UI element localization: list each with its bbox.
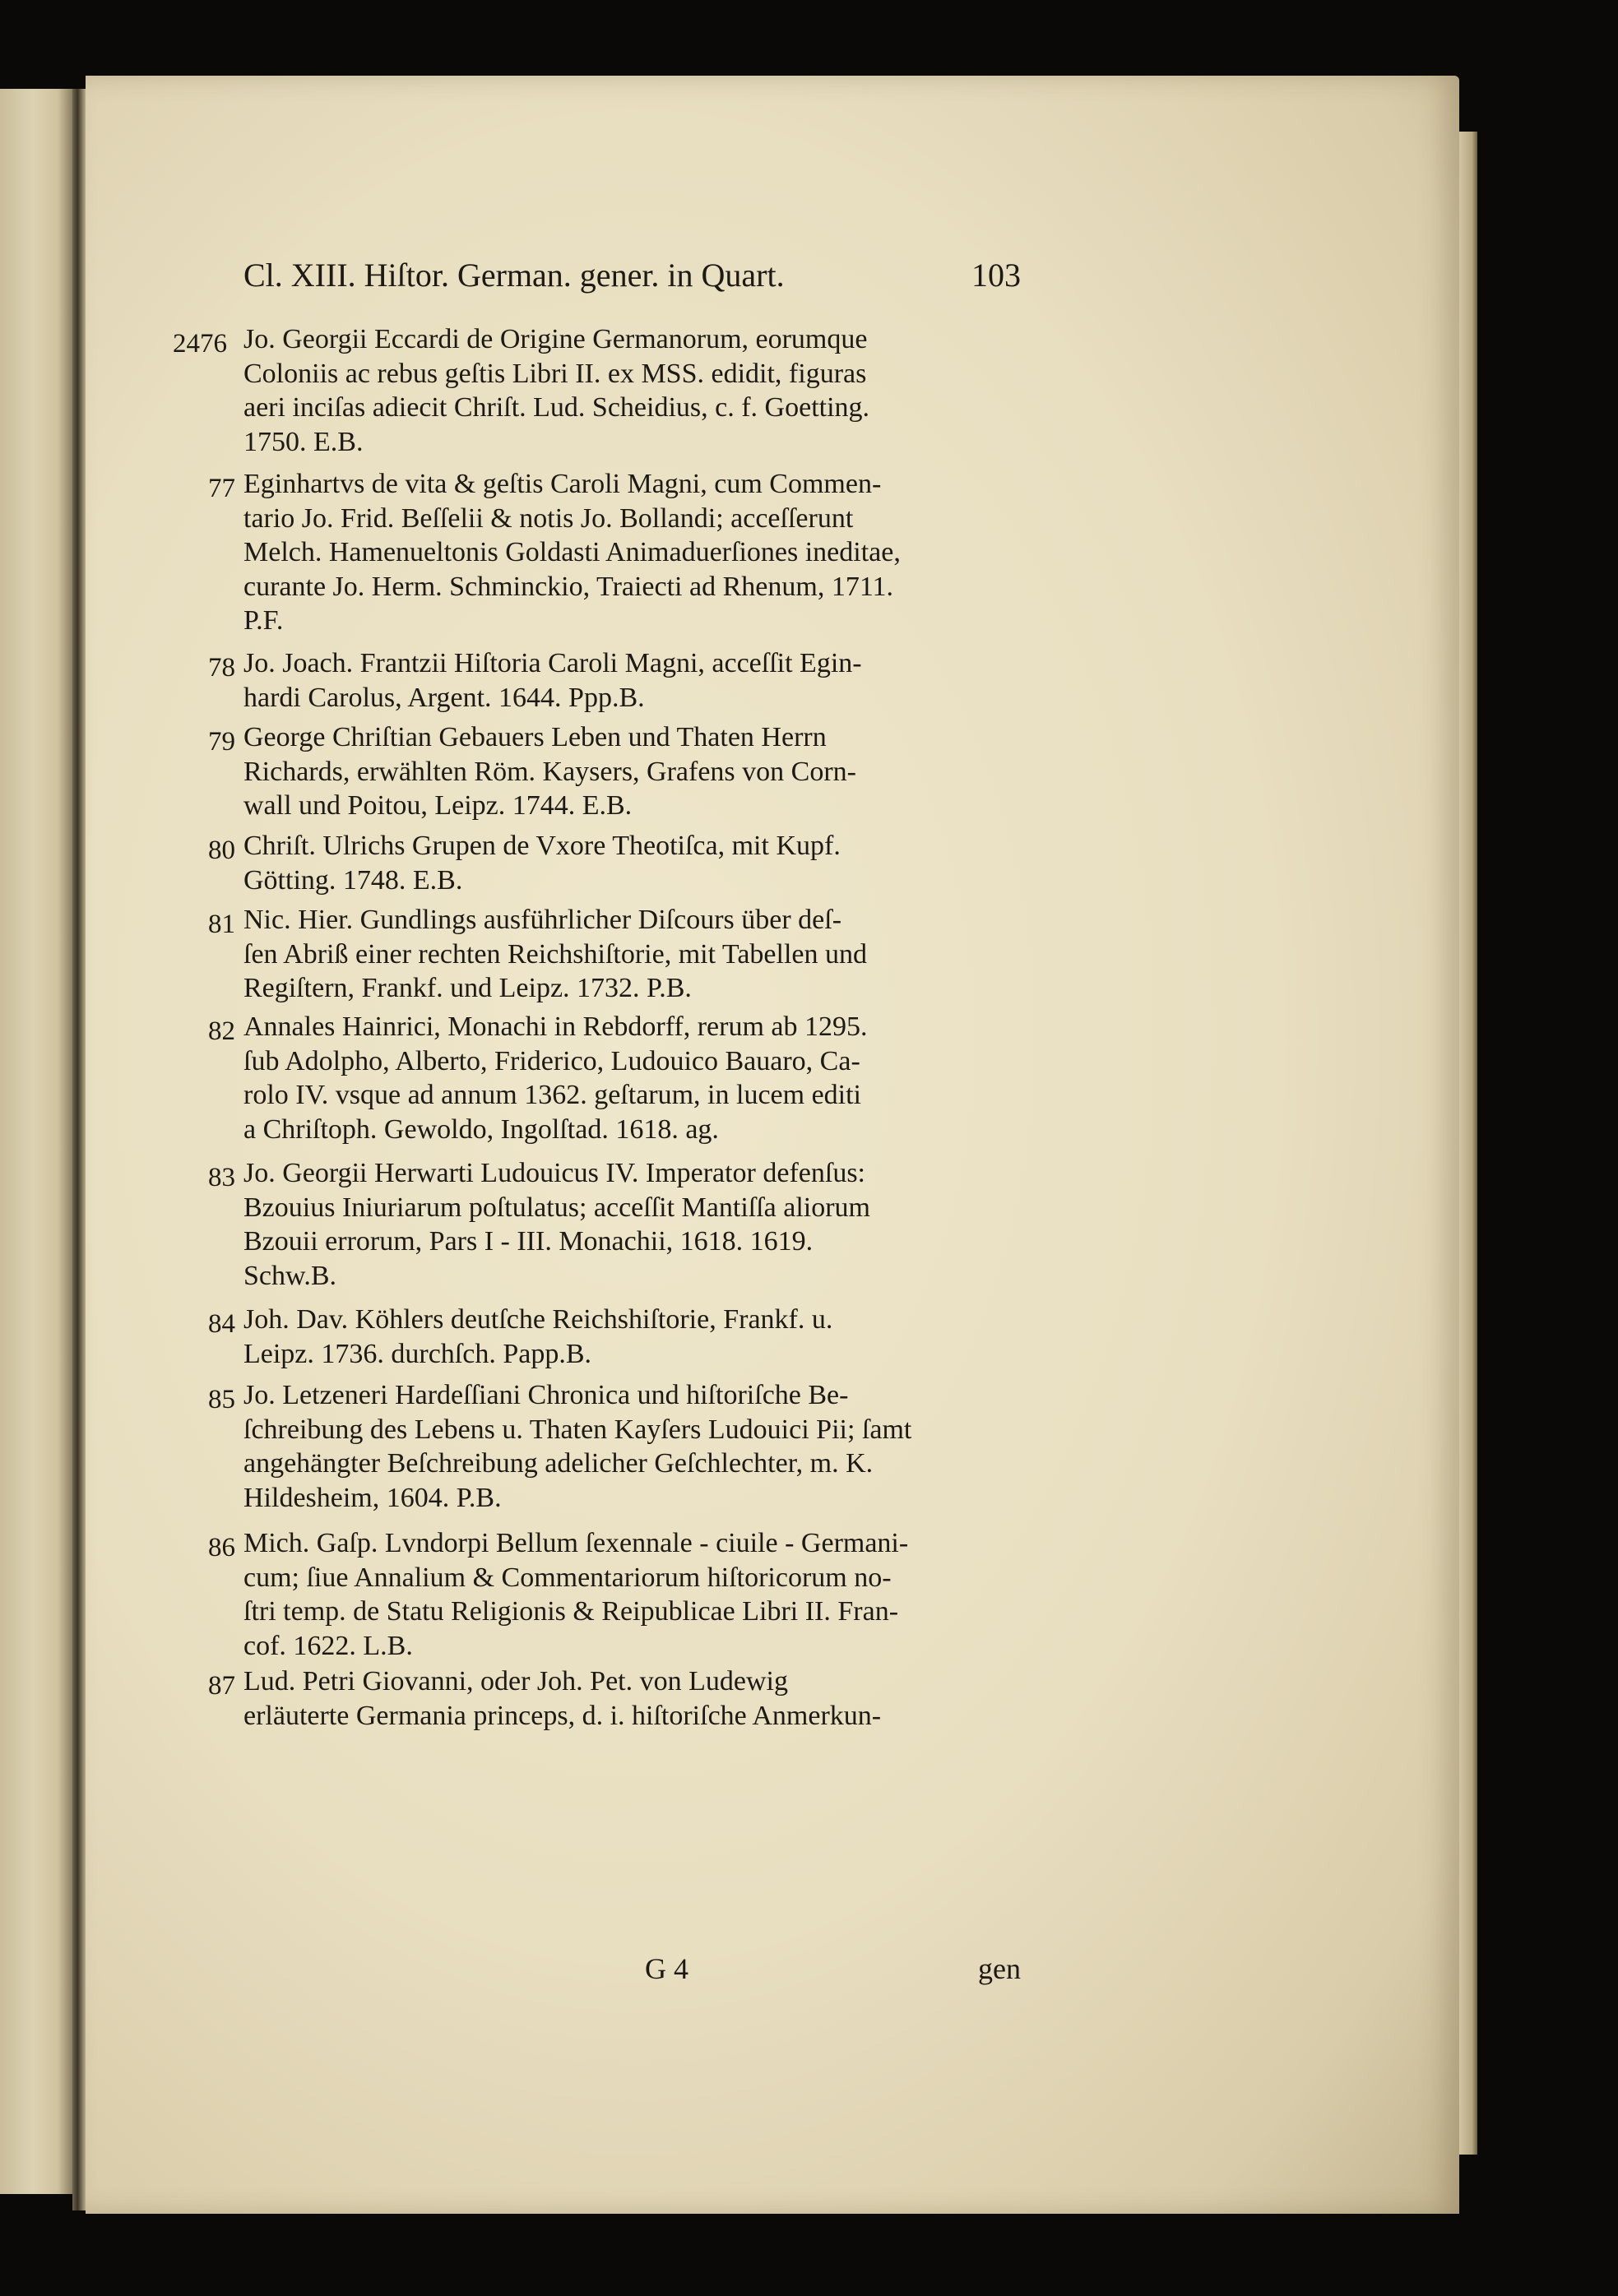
entry-line: Chriſt. Ulrichs Grupen de Vxore Theotiſca, mit Kupf.: [243, 831, 841, 861]
entry-number: 81: [208, 910, 235, 939]
entry-line: hardi Carolus, Argent. 1644. Ppp.B.: [243, 682, 645, 713]
entry-line: Bzouius Iniuriarum poſtulatus; acceſſit Mantiſſa aliorum: [243, 1192, 870, 1223]
catalog-entry: [208, 1526, 1021, 1663]
entry-line: Coloniis ac rebus geſtis Libri II. ex MSS. edidit, figuras: [243, 358, 867, 389]
catalog-entry: [208, 467, 1021, 638]
entry-line: Richards, erwählten Röm. Kaysers, Grafens von Corn-: [243, 756, 856, 787]
catalog-entry: [208, 1156, 1021, 1293]
entry-number: 87: [208, 1671, 235, 1701]
entry-line: ſchreibung des Lebens u. Thaten Kayſers Ludouici Pii; ſamt: [243, 1414, 912, 1445]
catalog-entry: [208, 1664, 1021, 1733]
entry-line: Nic. Hier. Gundlings ausführlicher Diſcours über deſ-: [243, 905, 842, 935]
entry-line: Lud. Petri Giovanni, oder Joh. Pet. von Ludewig: [243, 1666, 788, 1697]
catalog-entry: [173, 322, 1021, 459]
catalog-entry: [208, 829, 1021, 897]
entry-number: 83: [208, 1163, 235, 1192]
entry-line: wall und Poitou, Leipz. 1744. E.B.: [243, 790, 633, 821]
entry-line: rolo IV. vsque ad annum 1362. geſtarum, in lucem editi: [243, 1080, 862, 1110]
entry-line: cof. 1622. L.B.: [243, 1630, 413, 1661]
entry-line: a Chriſtoph. Gewoldo, Ingolſtad. 1618. ag.: [243, 1113, 719, 1145]
entry-number: 78: [208, 653, 235, 683]
page-number: 103: [971, 257, 1021, 294]
entry-line: Jo. Georgii Herwarti Ludouicus IV. Imperator defenſus:: [243, 1158, 866, 1188]
book-gutter: [72, 89, 86, 2210]
entry-line: 1750. E.B.: [243, 426, 364, 457]
entry-line: cum; ſiue Annalium & Commentariorum hiſtoricorum no-: [243, 1562, 892, 1593]
entry-line: angehängter Beſchreibung adelicher Geſchlechter, m. K.: [243, 1448, 874, 1479]
catalog-entry: [208, 1010, 1021, 1146]
entry-line: Leipz. 1736. durchſch. Papp.B.: [243, 1338, 592, 1369]
catchword: gen: [978, 1952, 1021, 1985]
catalog-entry: [208, 720, 1021, 823]
page-header: [243, 247, 1021, 304]
entry-number: 85: [208, 1385, 235, 1414]
entry-number: 2476: [173, 329, 227, 359]
page-fore-edge: [1459, 132, 1477, 2155]
entry-line: curante Jo. Herm. Schminckio, Traiecti ad Rhenum, 1711.: [243, 571, 894, 602]
catalog-entry: [208, 646, 1021, 715]
entry-line: Schw.B.: [243, 1260, 337, 1291]
catalog-entry: [208, 1378, 1021, 1515]
entry-line: Regiſtern, Frankf. und Leipz. 1732. P.B.: [243, 973, 692, 1003]
entry-line: Mich. Gaſp. Lvndorpi Bellum ſexennale - ciuile - Germani-: [243, 1528, 909, 1558]
entry-line: ſub Adolpho, Alberto, Friderico, Ludouico Bauaro, Ca-: [243, 1045, 860, 1076]
entry-line: Annales Hainrici, Monachi in Rebdorff, rerum ab 1295.: [243, 1011, 868, 1042]
entry-line: Bzouii errorum, Pars I - III. Monachii, 1618. 1619.: [243, 1226, 814, 1257]
entry-line: Melch. Hamenueltonis Goldasti Animaduerſiones ineditae,: [243, 537, 901, 567]
signature-mark: G 4: [645, 1952, 688, 1985]
entry-line: erläuterte Germania princeps, d. i. hiſtoriſche Anmerkun-: [243, 1700, 882, 1731]
entry-line: George Chriſtian Gebauers Leben und Thaten Herrn: [243, 722, 827, 752]
entry-number: 84: [208, 1309, 235, 1339]
entry-line: tario Jo. Frid. Beſſelii & notis Jo. Bollandi; acceſſerunt: [243, 502, 854, 534]
entry-line: Eginhartvs de vita & geſtis Caroli Magni, cum Commen-: [243, 469, 882, 499]
entry-line: Götting. 1748. E.B.: [243, 864, 463, 896]
entry-line: Hildesheim, 1604. P.B.: [243, 1482, 502, 1513]
entry-line: P.F.: [243, 605, 284, 636]
entry-line: Joh. Dav. Köhlers deutſche Reichshiſtorie, Frankf. u.: [243, 1304, 833, 1335]
left-page-edge: [0, 89, 72, 2194]
catalog-entry: [208, 1303, 1021, 1371]
running-head: Cl. XIII. Hiſtor. German. gener. in Quart.: [243, 257, 785, 294]
page-footer: [243, 1951, 1021, 1987]
entry-number: 79: [208, 727, 235, 757]
entry-number: 82: [208, 1016, 235, 1046]
catalog-entry: [208, 903, 1021, 1006]
entry-line: aeri inciſas adiecit Chriſt. Lud. Scheidius, c. f. Goetting.: [243, 392, 870, 423]
entry-number: 80: [208, 836, 235, 865]
entry-line: Jo. Joach. Frantzii Hiſtoria Caroli Magni, acceſſit Egin-: [243, 648, 862, 678]
entry-number: 77: [208, 474, 235, 503]
entry-line: Jo. Letzeneri Hardeſſiani Chronica und hiſtoriſche Be-: [243, 1380, 849, 1410]
entry-line: Jo. Georgii Eccardi de Origine Germanorum, eorumque: [243, 324, 868, 354]
entry-number: 86: [208, 1533, 235, 1562]
entry-line: ſen Abriß einer rechten Reichshiſtorie, mit Tabellen und: [243, 938, 867, 970]
entry-line: ſtri temp. de Statu Religionis & Reipublicae Libri II. Fran-: [243, 1596, 899, 1627]
